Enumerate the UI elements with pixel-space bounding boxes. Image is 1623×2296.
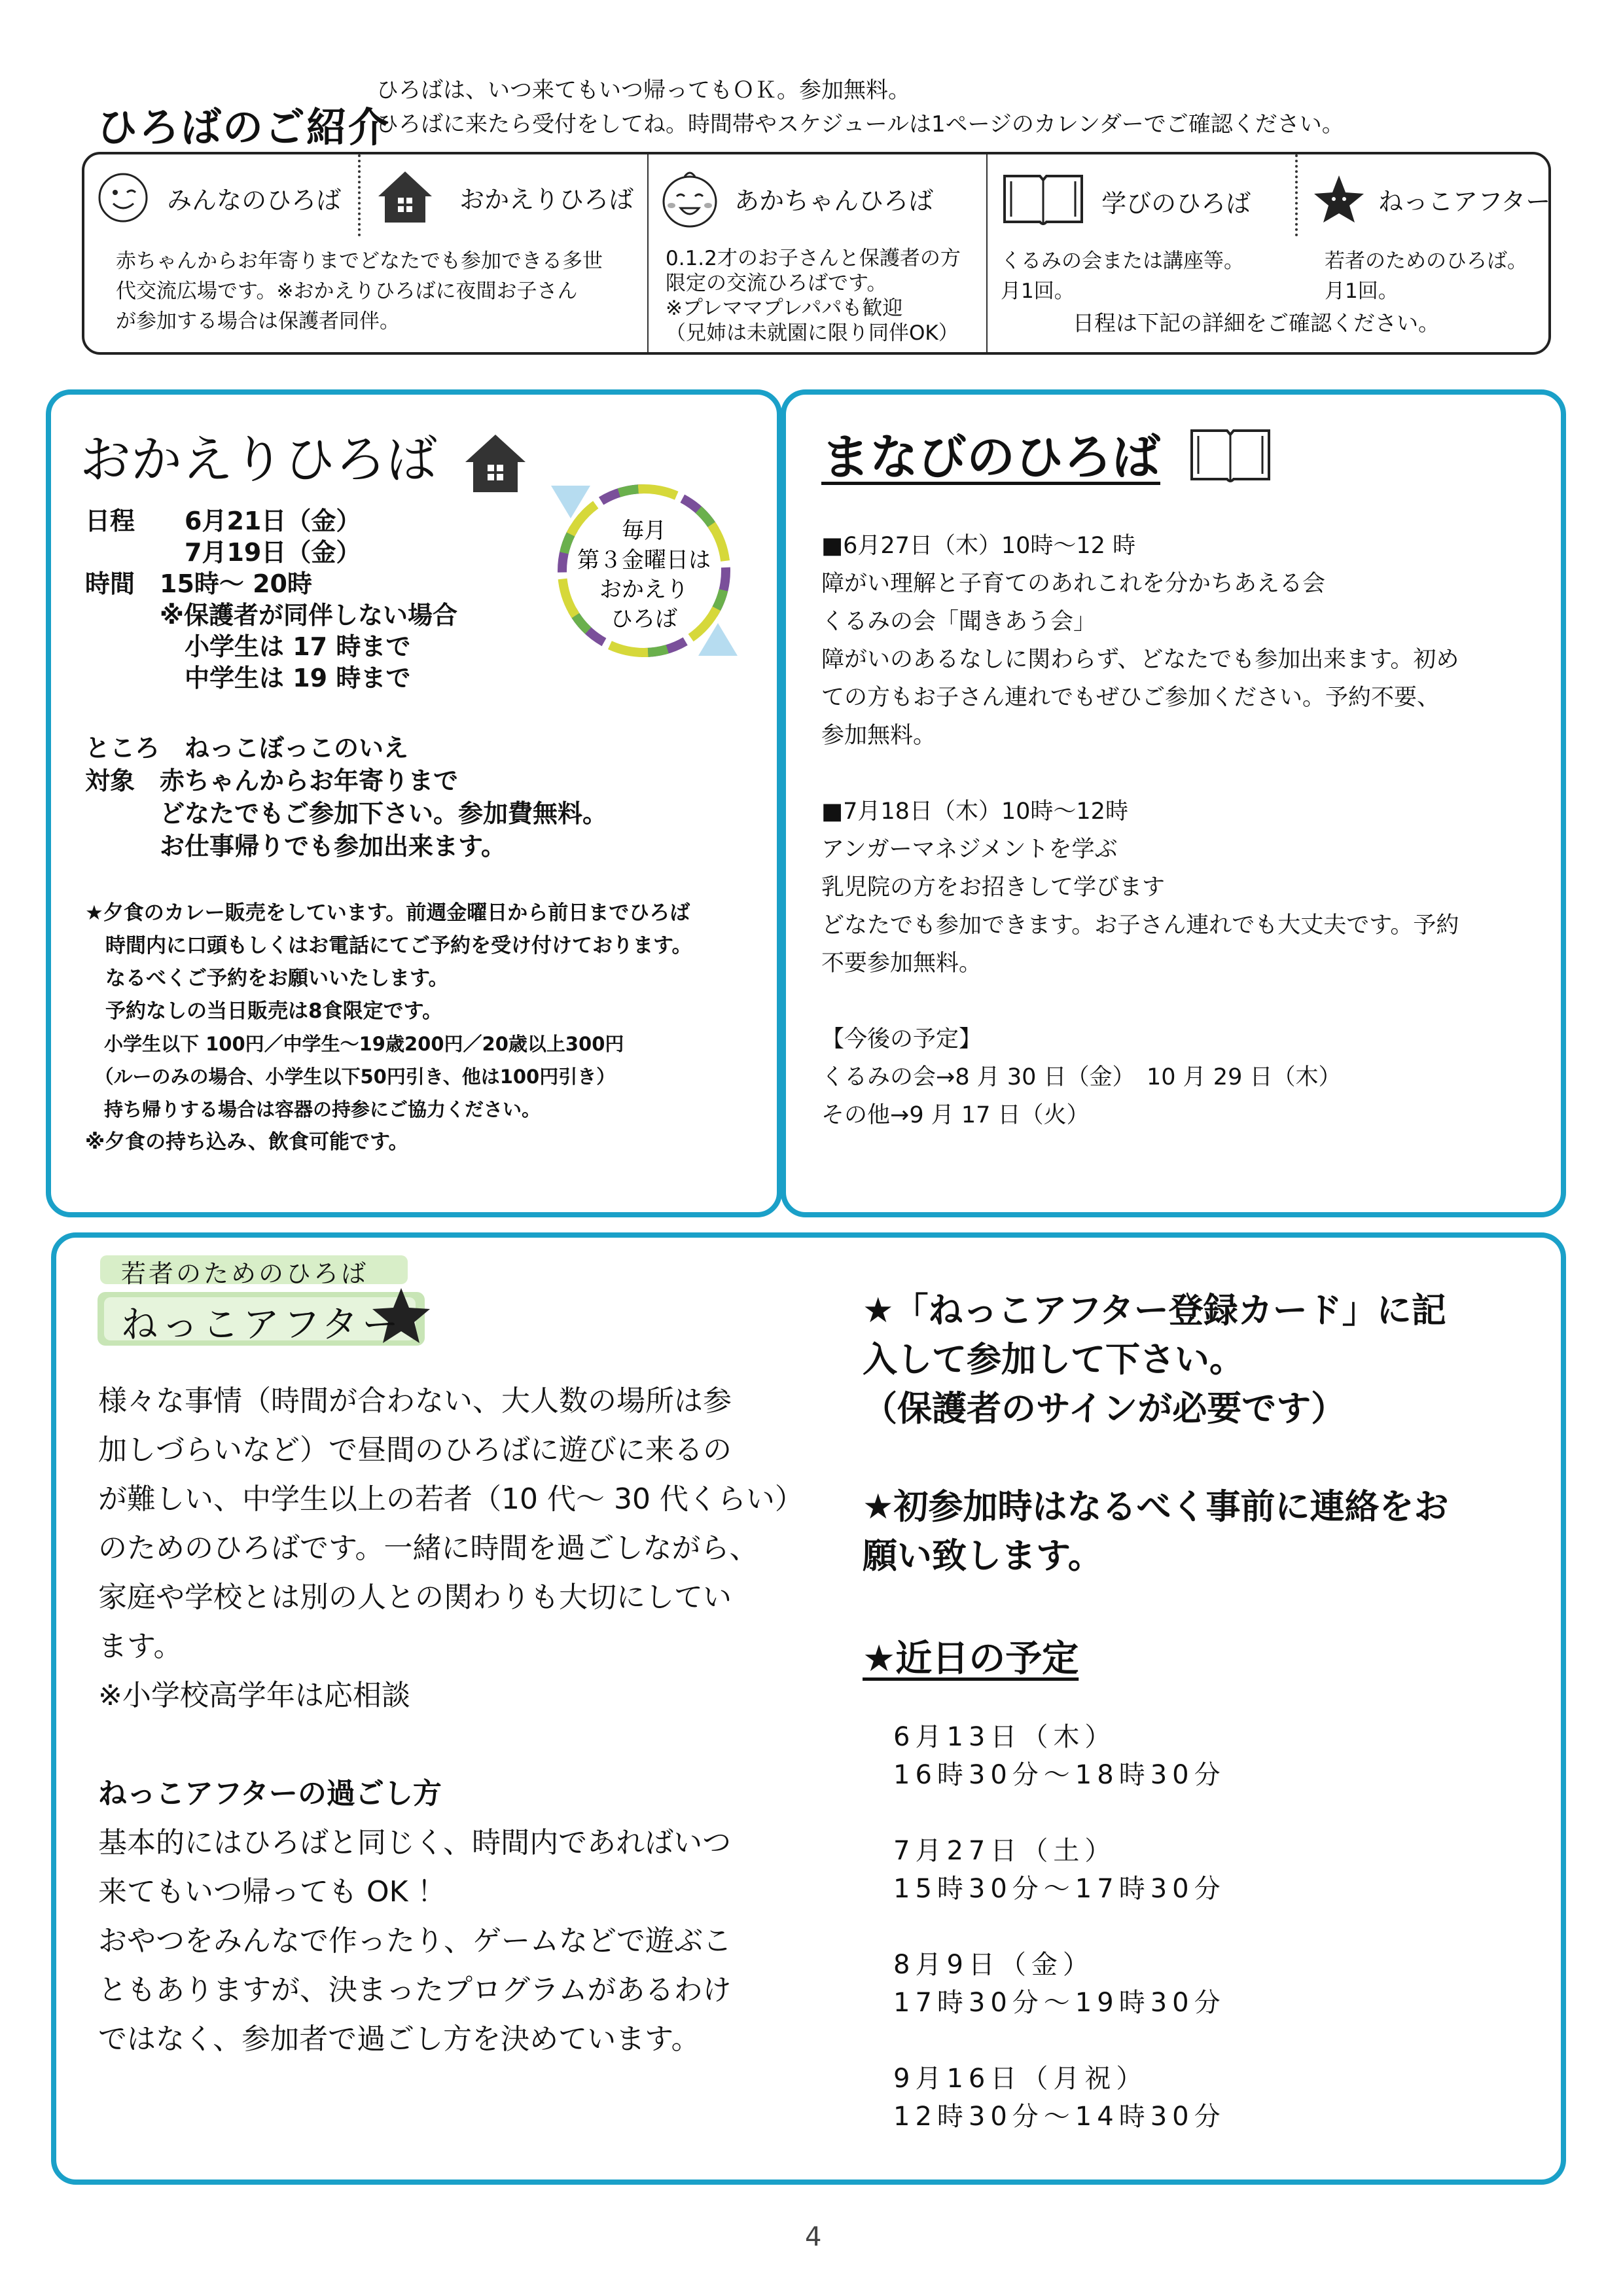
text-line: 予約なしの当日販売は8食限定です。 (85, 999, 443, 1023)
text-line: 時間 15時～ 20時 (85, 569, 312, 598)
intro-desc-akachan (666, 246, 961, 346)
text-line: 来てもいつ帰っても OK ！ (98, 1875, 446, 1909)
book-icon (1188, 425, 1273, 488)
text-line: ※小学校高学年は応相談 (98, 1679, 410, 1712)
intro-cell-nekko (1311, 173, 1550, 225)
text-line: ★「ねっこアフター登録カード」に記 (863, 1291, 1446, 1331)
text-line: ではなく、参加者で過ごし方を決めています。 (98, 2022, 700, 2056)
nekko-registration-notes (863, 1286, 1449, 1581)
text-line: おやつをみんなで作ったり、ゲームなどで遊ぶこ (98, 1924, 732, 1958)
schedule-date: 9月16日（月祝） (893, 2064, 1148, 2094)
column-divider (986, 154, 988, 352)
badge-text: 第３金曜日は (577, 547, 711, 573)
schedule-time: 16時30分～18時30分 (893, 1760, 1226, 1790)
text-line: 日程 6月21日（金） (85, 507, 361, 535)
intro-description (376, 73, 1344, 141)
text-line: 中学生は 19 時まで (85, 664, 411, 692)
badge-text: おかえり (599, 577, 688, 603)
text-line: （保護者のサインが必要です） (863, 1389, 1346, 1429)
manabi-body (821, 527, 1459, 1134)
text-line: ところ ねっこぼっこのいえ (85, 734, 409, 762)
text-line: 赤ちゃんからお年寄りまでどなたでも参加できる多世 (116, 249, 603, 273)
intro-desc-line: ひろばに来たら受付をしてね。時間帯やスケジュールは1ページのカレンダーでご確認ください。 (376, 111, 1344, 137)
spacer (893, 1908, 1226, 1946)
text-line: ★夕食のカレー販売をしています。前週金曜日から前日までひろば (85, 901, 690, 925)
text-line: 参加無料。 (821, 723, 936, 749)
intro-title: ひろばのご紹介 (97, 103, 391, 151)
okaeri-place-target (85, 732, 607, 863)
text-line: その他→9 月 17 日（火） (821, 1102, 1090, 1128)
schedule-time: 12時30分～14時30分 (893, 2102, 1226, 2132)
text-line: 小学生は 17 時まで (85, 632, 411, 661)
text-line (821, 755, 1459, 793)
intro-cell-title: おかえりひろば (459, 185, 634, 214)
text-line: 乳児院の方をお招きして学びます (821, 874, 1166, 901)
intro-cell-title: あかちゃんひろば (734, 187, 934, 215)
nekko-upcoming-schedule (893, 1718, 1226, 2136)
intro-cell-title: 学びのひろば (1101, 188, 1251, 218)
text-line: 加しづらいなど）で昼間のひろばに遊びに来るの (98, 1433, 732, 1467)
dotted-divider (1295, 154, 1298, 236)
intro-cell-akachan (657, 168, 933, 230)
star-icon (1311, 173, 1366, 225)
text-line: お仕事帰りでも参加出来ます。 (85, 832, 506, 861)
intro-desc-nekko (1325, 246, 1527, 306)
intro-cell-manabi (1001, 171, 1251, 231)
okaeri-schedule (85, 505, 457, 694)
text-line: 基本的にはひろばと同じく、時間内であればいつ (98, 1826, 732, 1859)
text-line: 【今後の予定】 (821, 1026, 982, 1052)
house-icon (376, 169, 435, 225)
intro-cell-minna (96, 171, 341, 224)
text-line: どなたでもご参加下さい。参加費無料。 (85, 799, 608, 828)
schedule-date: 8月9日（金） (893, 1950, 1094, 1980)
intro-desc-minna (116, 246, 603, 336)
text-line: が参加する場合は保護者同伴。 (116, 310, 400, 333)
text-line: 障がい理解と子育てのあれこれを分かちあえる会 (821, 571, 1326, 597)
text-line: 障がいのあるなしに関わらず、どなたでも参加出来ます。初め (821, 647, 1459, 673)
text-line: 願い致します。 (863, 1536, 1103, 1576)
text-line: 月1回。 (1001, 279, 1075, 303)
text-line: 時間内に口頭もしくはお電話にてご予約を受け付けております。 (85, 934, 692, 958)
intro-cell-title: みんなのひろば (167, 185, 342, 215)
text-line: アンガーマネジメントを学ぶ (821, 836, 1118, 863)
schedule-date: 6月13日（木） (893, 1722, 1116, 1752)
okaeri-curry-notes (85, 897, 692, 1158)
baby-face-icon (657, 168, 722, 230)
text-line: （兄姉は未就園に限り同伴OK） (666, 321, 959, 345)
text-line: ます。 (98, 1630, 183, 1663)
badge-text: ひろば (611, 606, 677, 632)
text-line (98, 1720, 804, 1769)
text-line: 対象 赤ちゃんからお年寄りまで (85, 766, 459, 795)
intro-table (82, 152, 1551, 355)
text-line (863, 1433, 1449, 1482)
intro-schedule-note: 日程は下記の詳細をご確認ください。 (1073, 310, 1440, 336)
intro-cell-title: ねっこアフター (1378, 187, 1551, 216)
text-line: ての方もお子さん連れでもぜひご参加ください。予約不要、 (821, 685, 1440, 711)
text-line: 様々な事情（時間が合わない、大人数の場所は参 (98, 1384, 732, 1418)
text-line (821, 982, 1459, 1020)
text-line: ■7月18日（木）10時～12時 (821, 798, 1128, 825)
monthly-badge (544, 473, 744, 669)
okaeri-title-text: おかえりひろば (80, 431, 438, 490)
text-line: 小学生以下 100円／中学生～19歳200円／20歳以上300円 (85, 1033, 624, 1055)
text-line: なるべくご予約をお願いいたします。 (85, 967, 449, 990)
text-line: （ルーのみの場合、小学生以下50円引き、他は100円引き） (85, 1066, 616, 1088)
okaeri-title (80, 419, 528, 495)
house-icon (463, 432, 528, 495)
nekko-subtitle: 若者のためのひろば (121, 1259, 369, 1288)
text-line: ※夕食の持ち込み、飲食可能です。 (85, 1130, 409, 1154)
text-line: ★初参加時はなるべく事前に連絡をお (863, 1487, 1449, 1527)
text-line: ■6月27日（木）10時～12 時 (821, 533, 1136, 559)
text-line: 限定の交流ひろばです。 (666, 272, 887, 295)
text-line: 持ち帰りする場合は容器の持参にご協力ください。 (85, 1098, 541, 1121)
text-line: ともありますが、決まったプログラムがあるわけ (98, 1973, 732, 2007)
text-line: ※プレママプレパパも歓迎 (666, 296, 903, 320)
text-line: 7月19日（金） (85, 538, 361, 567)
nekko-upcoming-title: ★近日の予定 (863, 1638, 1079, 1680)
text-line: ※保護者が同伴しない場合 (85, 601, 457, 630)
text-line: くるみの会「聞きあう会」 (821, 609, 1097, 635)
text-line: どなたでも参加できます。お子さん連れでも大丈夫です。予約 (821, 912, 1459, 939)
nekko-howto-heading: ねっこアフターの過ごし方 (98, 1777, 442, 1810)
text-line: が難しい、中学生以上の若者（10 代～ 30 代くらい） (98, 1482, 804, 1516)
manabi-title (821, 419, 1160, 488)
text-line: 不要参加無料。 (821, 950, 982, 977)
wink-smiley-icon (96, 171, 150, 224)
text-line: くるみの会または講座等。 (1001, 249, 1244, 273)
manabi-title-text: まなびのひろば (821, 429, 1160, 486)
schedule-time: 17時30分～19時30分 (893, 1988, 1226, 2018)
column-divider (647, 154, 649, 352)
dotted-divider (358, 154, 361, 236)
text-line: 若者のためのひろば。 (1325, 249, 1527, 273)
book-icon (1001, 171, 1086, 231)
schedule-time: 15時30分～17時30分 (893, 1874, 1226, 1904)
text-line: 入して参加して下さい。 (863, 1340, 1244, 1380)
spacer (893, 2022, 1226, 2060)
intro-desc-line: ひろばは、いつ来てもいつ帰ってもＯＫ。参加無料。 (376, 77, 910, 103)
intro-cell-okaeri (376, 169, 633, 225)
nekko-title: ねっこアフター (121, 1304, 403, 1346)
text-line: くるみの会→8 月 30 日（金） 10 月 29 日（木） (821, 1064, 1342, 1090)
text-line: 0.1.2才のお子さんと保護者の方 (666, 247, 961, 270)
text-line: 代交流広場です。※おかえりひろばに夜間お子さん (116, 279, 578, 303)
spacer (893, 1794, 1226, 1832)
intro-desc-manabi (1001, 246, 1244, 306)
page-number: 4 (805, 2222, 822, 2252)
badge-text: 毎月 (622, 518, 666, 544)
text-line: 家庭や学校とは別の人との関わりも大切にしてい (98, 1581, 732, 1614)
text-line: 月1回。 (1325, 279, 1399, 303)
schedule-date: 7月27日（土） (893, 1836, 1116, 1866)
nekko-description (98, 1376, 804, 2064)
text-line: のためのひろばです。一緒に時間を過ごしながら、 (98, 1532, 758, 1565)
